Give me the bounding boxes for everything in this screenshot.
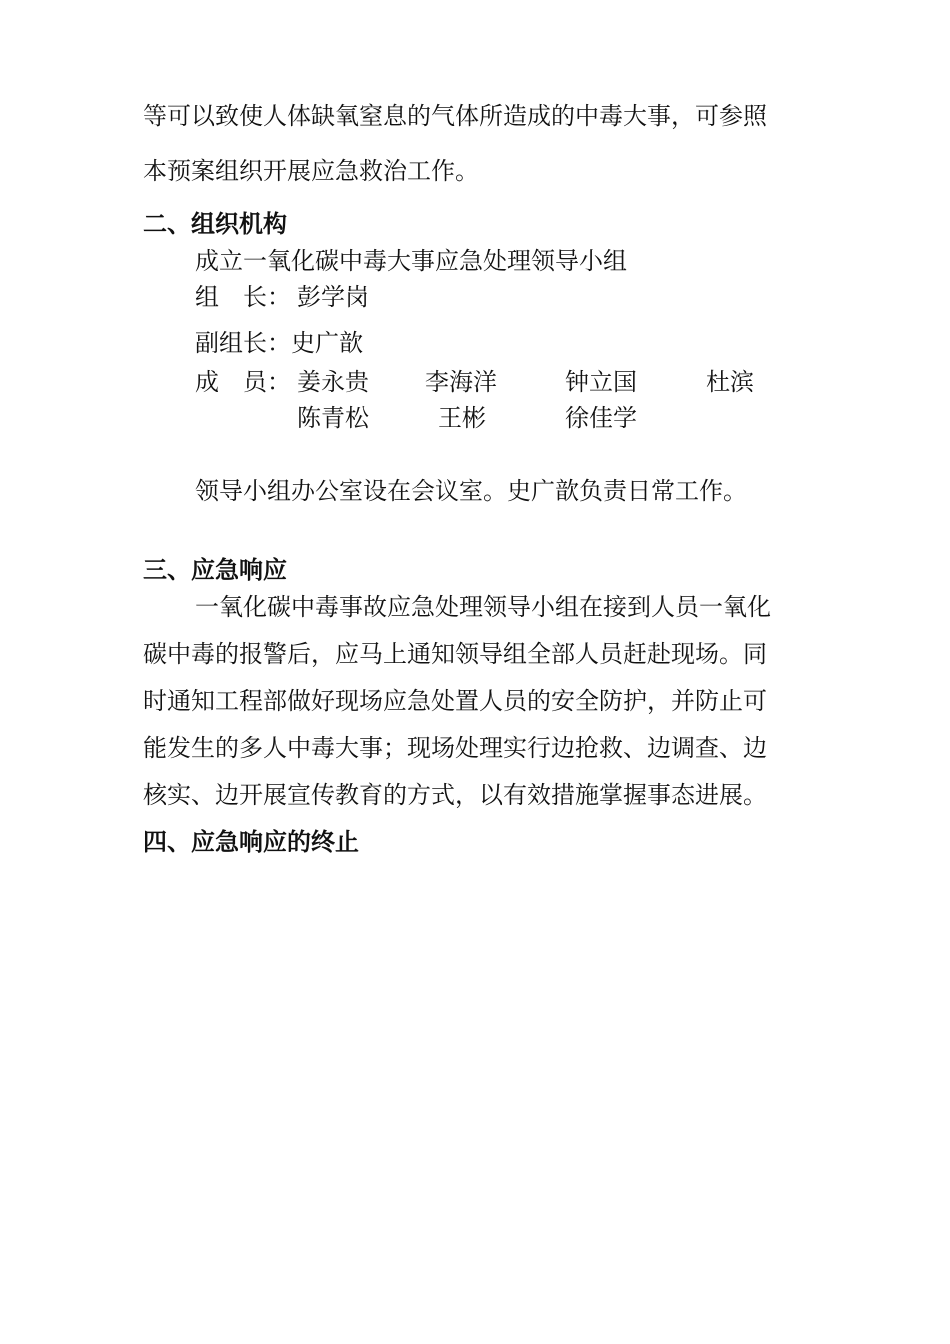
section-3-line-2: 碳中毒的报警后，应马上通知领导组全部人员赶赴现场。同 <box>143 640 767 668</box>
member-name: 李海洋 <box>425 368 497 396</box>
leader-label: 组 长： <box>195 283 291 311</box>
member-name: 钟立国 <box>565 368 637 396</box>
member-name: 姜永贵 <box>297 368 369 396</box>
section-3-line-4: 能发生的多人中毒大事；现场处理实行边抢救、边调查、边 <box>143 734 767 762</box>
org-lead-text: 成立一氧化碳中毒大事应急处理领导小组 <box>195 247 627 275</box>
section-3-heading: 三、应急响应 <box>143 556 287 584</box>
deputy-name: 史广歆 <box>291 329 363 357</box>
member-name: 杜滨 <box>706 368 754 396</box>
section-3-line-3: 时通知工程部做好现场应急处置人员的安全防护，并防止可 <box>143 687 767 715</box>
office-text: 领导小组办公室设在会议室。史广歆负责日常工作。 <box>195 477 747 505</box>
member-name: 王彬 <box>438 404 486 432</box>
section-3-line-1: 一氧化碳中毒事故应急处理领导小组在接到人员一氧化 <box>195 593 771 621</box>
deputy-label: 副组长： <box>195 329 291 357</box>
members-label: 成 员： <box>195 368 291 396</box>
member-name: 陈青松 <box>297 404 369 432</box>
intro-line-2: 本预案组织开展应急救治工作。 <box>143 157 479 185</box>
section-2-heading: 二、组织机构 <box>143 210 287 238</box>
intro-line-1: 等可以致使人体缺氧窒息的气体所造成的中毒大事，可参照 <box>143 102 767 130</box>
section-3-line-5: 核实、边开展宣传教育的方式，以有效措施掌握事态进展。 <box>143 781 767 809</box>
leader-name: 彭学岗 <box>297 283 369 311</box>
member-name: 徐佳学 <box>565 404 637 432</box>
section-4-heading: 四、应急响应的终止 <box>143 828 359 856</box>
